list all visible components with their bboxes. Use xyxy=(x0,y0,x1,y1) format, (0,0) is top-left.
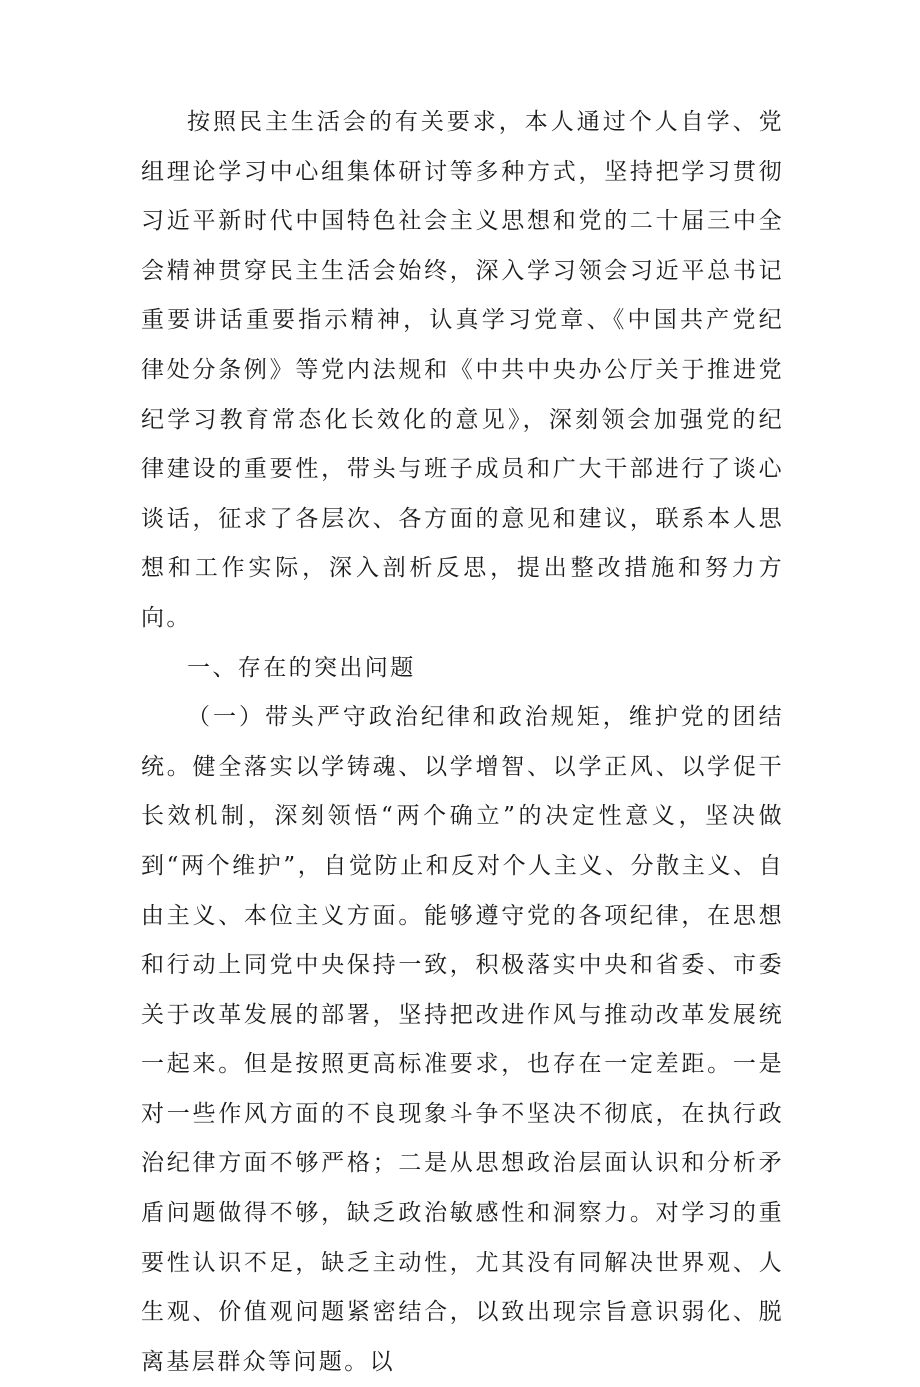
subsection-paragraph: （一）带头严守政治纪律和政治规矩，维护党的团结统。健全落实以学铸魂、以学增智、以学正风、以学促干长效机制，深刻领悟“两个确立”的决定性意义，坚决做到“两个维护”，自觉防止和反对个人主义、分散主义、自由主义、本位主义方面。能够遵守党的各项纪律，在思想和行动上同党中央保持一致，积极落实中央和省委、市委关于改革发展的部署，坚持把改进作风与推动改革发展统一起来。但是按照更高标准要求，也存在一定差距。一是对一些作风方面的不良现象斗争不坚决不彻底，在执行政治纪律方面不够严格；二是从思想政治层面认识和分析矛盾问题做得不够，缺乏政治敏感性和洞察力。对学习的重要性认识不足，缺乏主动性，尤其没有同解决世界观、人生观、价值观问题紧密结合，以致出现宗旨意识弱化、脱离基层群众等问题。以 xyxy=(141,704,784,1375)
intro-paragraph: 按照民主生活会的有关要求，本人通过个人自学、党组理论学习中心组集体研讨等多种方式，坚持把学习贯彻习近平新时代中国特色社会主义思想和党的二十届三中全会精神贯穿民主生活会始终，深入学习领会习近平总书记重要讲话重要指示精神，认真学习党章、《中国共产党纪律处分条例》等党内法规和《中共中央办公厅关于推进党纪学习教育常态化长效化的意见》，深刻领会加强党的纪律建设的重要性，带头与班子成员和广大干部进行了谈心谈话，征求了各层次、各方面的意见和建议，联系本人思想和工作实际，深入剖析反思，提出整改措施和努力方向。 xyxy=(141,109,784,631)
document-body xyxy=(141,98,784,1387)
section-heading: 一、存在的突出问题 xyxy=(187,654,416,681)
